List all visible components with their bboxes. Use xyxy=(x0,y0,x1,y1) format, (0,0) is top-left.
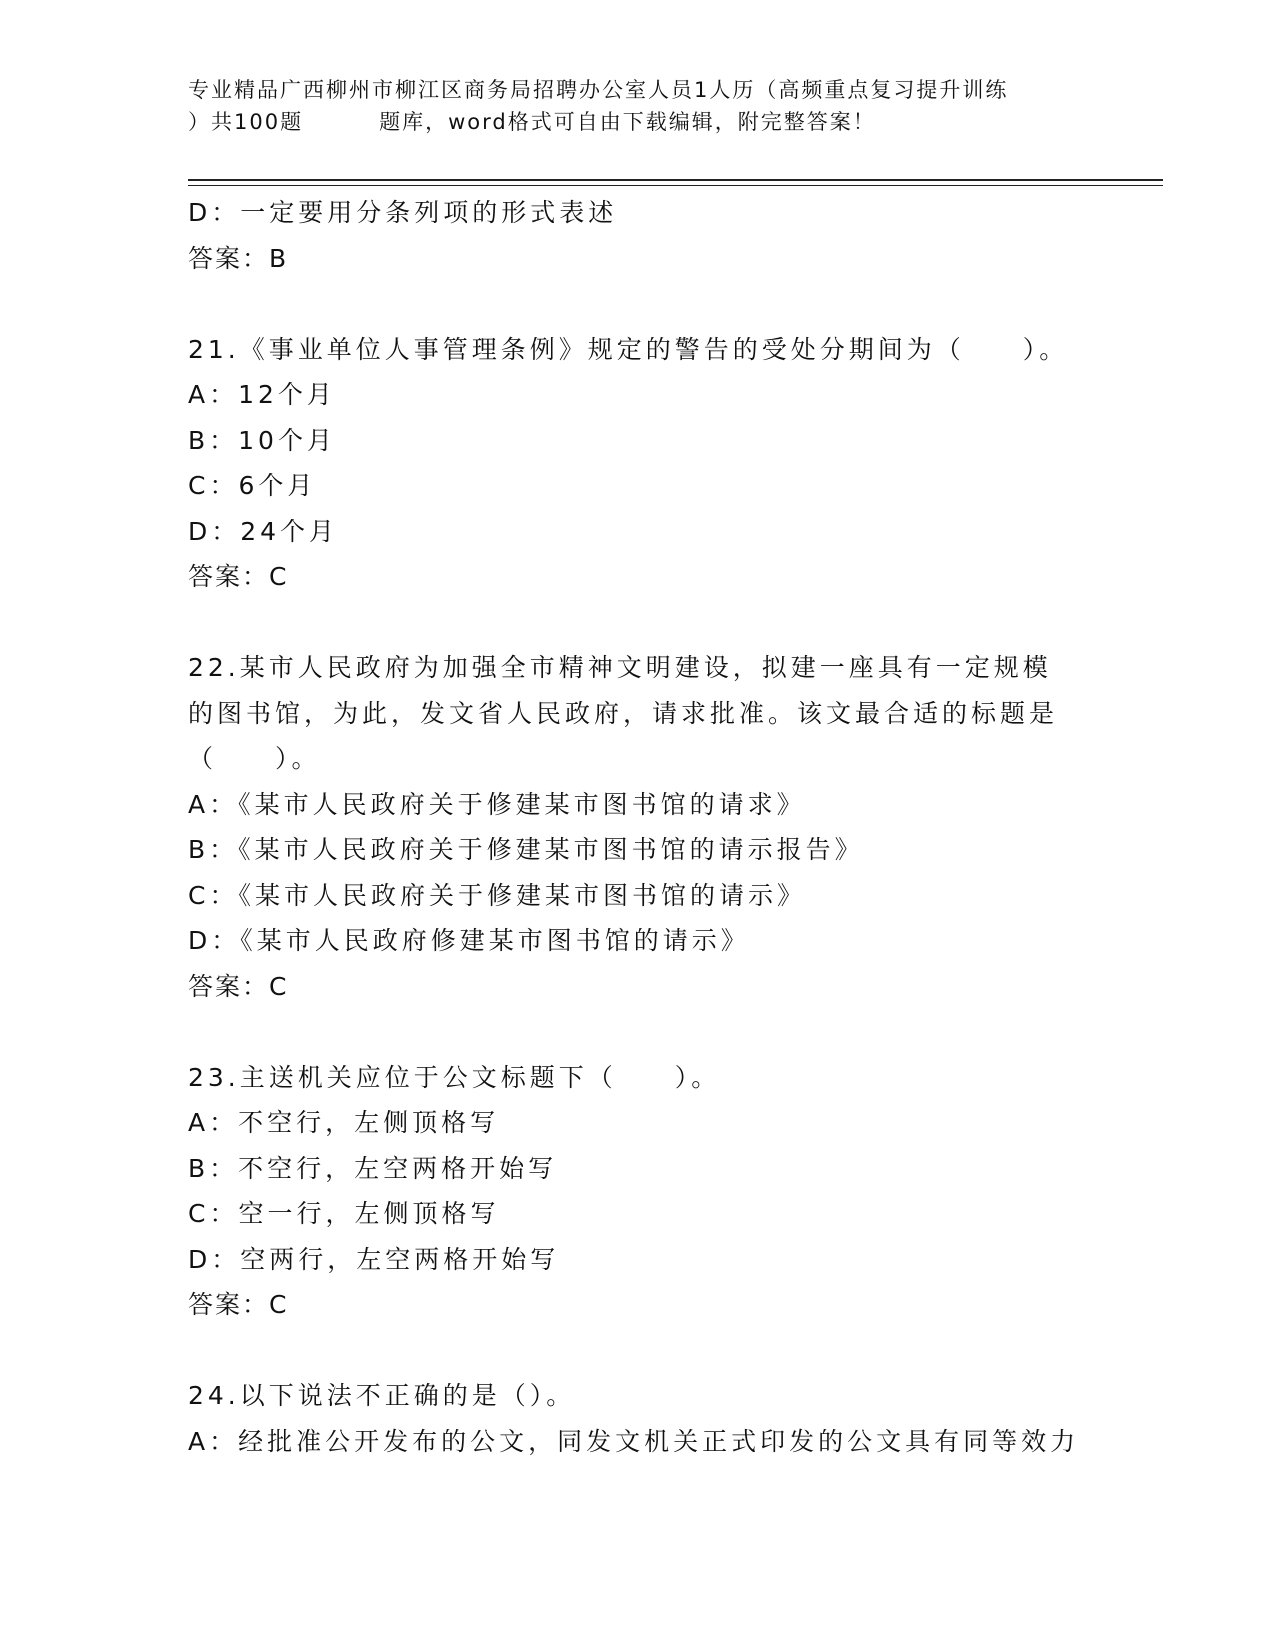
question-23-option-d: D：空两行，左空两格开始写 xyxy=(188,1244,560,1274)
prev-question-answer: 答案：B xyxy=(188,243,289,273)
question-22-stem: 22.某市人民政府为加强全市精神文明建设，拟建一座具有一定规模的图书馆，为此，发文省人民政府，请求批准。该文最合适的标题是（ ）。 xyxy=(188,653,1059,773)
spacer xyxy=(188,1009,1148,1055)
question-21-stem: 21.《事业单位人事管理条例》规定的警告的受处分期间为（ ）。 xyxy=(188,334,1069,364)
question-21-answer: 答案：C xyxy=(188,562,289,591)
spacer xyxy=(188,600,1148,646)
question-22-option-a: A：《某市人民政府关于修建某市图书馆的请求》 xyxy=(188,789,806,819)
question-23-stem: 23.主送机关应位于公文标题下（ ）。 xyxy=(188,1062,721,1092)
header-title-line2-right: 题库，word格式可自由下载编辑，附完整答案！ xyxy=(379,110,876,134)
header-divider-thick xyxy=(188,179,1163,181)
question-21-option-d: D：24个月 xyxy=(188,516,339,546)
prev-question-option-d: D：一定要用分条列项的形式表述 xyxy=(188,198,618,227)
question-23-option-a: A：不空行，左侧顶格写 xyxy=(188,1108,500,1137)
question-23-option-b: B：不空行，左空两格开始写 xyxy=(188,1153,558,1183)
spacer xyxy=(188,281,1148,327)
spacer xyxy=(188,1328,1148,1374)
header-title-line2 xyxy=(188,106,1088,138)
question-23-answer: 答案：C xyxy=(188,1290,289,1319)
document-header xyxy=(188,74,1088,138)
header-title-line2-left: ）共100题 xyxy=(188,110,304,134)
header-title-line1: 专业精品广西柳州市柳江区商务局招聘办公室人员1人历（高频重点复习提升训练 xyxy=(188,78,1009,102)
question-22-option-b: B：《某市人民政府关于修建某市图书馆的请示报告》 xyxy=(188,835,864,864)
question-21-option-c: C：6个月 xyxy=(188,471,317,500)
question-22-answer: 答案：C xyxy=(188,971,289,1001)
question-21-option-a: A：12个月 xyxy=(188,380,336,409)
question-24-option-a: A：经批准公开发布的公文，同发文机关正式印发的公文具有同等效力 xyxy=(188,1426,1080,1456)
question-23-option-c: C：空一行，左侧顶格写 xyxy=(188,1199,500,1228)
question-24-stem: 24.以下说法不正确的是（）。 xyxy=(188,1381,576,1410)
question-22-option-d: D：《某市人民政府修建某市图书馆的请示》 xyxy=(188,926,750,955)
question-21-option-b: B：10个月 xyxy=(188,425,336,455)
header-divider-thin xyxy=(188,185,1163,186)
question-22-option-c: C：《某市人民政府关于修建某市图书馆的请示》 xyxy=(188,880,806,910)
question-list xyxy=(188,190,1148,1464)
